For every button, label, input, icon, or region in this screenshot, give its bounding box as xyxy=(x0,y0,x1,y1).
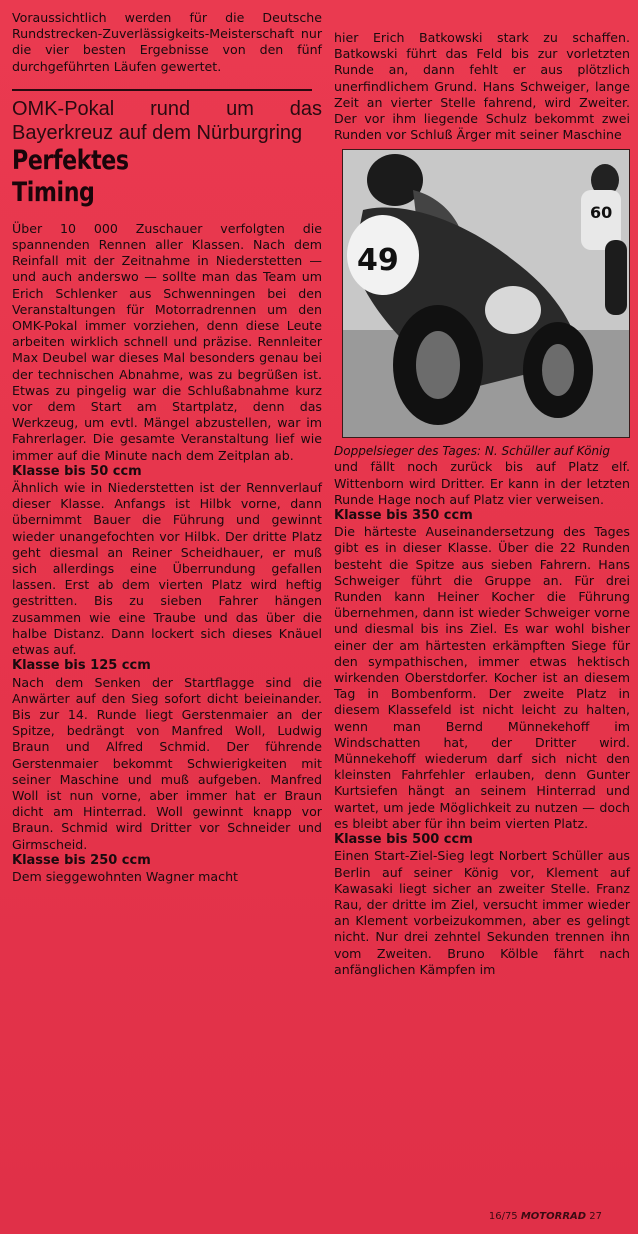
page-number: 27 xyxy=(589,1211,602,1222)
front-bike-number: 49 xyxy=(357,243,399,279)
left-column xyxy=(12,10,322,885)
right-column xyxy=(334,30,630,978)
paragraph-250ccm-start: Dem sieggewohnten Wagner macht xyxy=(12,868,238,884)
issue-number: 16/75 xyxy=(488,1211,518,1222)
article-kicker: OMK-Pokal rund um das Bayerkreuz auf dem Nürburgring xyxy=(12,97,322,144)
page-footer xyxy=(489,1211,602,1222)
lead-paragraph: Über 10 000 Zuschauer verfolgten die spannenden Rennen aller Klassen. Nach dem Reinfall mit der Zeitnahme in Niederstetten — und auch anderswo — sollte man das Team um Erich Schlenker aus Schwenningen bei den Veranstaltungen für Motorradrennen um den OMK-Pokal immer vorziehen, denn diese Leute arbeiten wirklich schnell und präzise. Rennleiter Max Deubel war dieses Mal besonders genau bei der technischen Abnahme, was zu begrüßen ist. Etwas zu pingelig war die Schlußabnahme kurz vor dem Start am Startplatz, denn das Werkzeug, um evtl. Mängel abzustellen, war im Fahrerlager. Die gesamte Veranstaltung lief wie immer auf die Minute nach dem Zeitplan ab. xyxy=(12,220,322,463)
subhead-50ccm: Klasse bis 50 ccm xyxy=(12,463,142,479)
photo-caption: Doppelsieger des Tages: N. Schüller auf König xyxy=(334,444,611,459)
paragraph-350ccm: Die härteste Auseinandersetzung des Tages gibt es in dieser Klasse. Über die 22 Runden besteht die Spitze aus sieben Fahrern. Hans Schweiger führt die Gruppe an. Für drei Runden kann Heiner Kocher die Führung übernehmen, dann ist wieder Schweiger vorne und diesmal bis ins Ziel. Es war wohl bisher einer der am härtesten erkämpften Siege für den sympathischen, immer etwas hektisch wirkenden Oberstdorfer. Kocher ist an diesem Tag in Bombenform. Der zweite Platz in diesem Klassefeld ist nicht leicht zu halten, wenn man Bernd Münnekehoff im Windschatten hat, der Dritter wird. Münnekehoff wiederum darf sich nicht den kleinsten Fahrfehler erlauben, denn Gunter Kurtsiefen hängt an seinem Hinterrad und wartet, um jede Möglichkeit zu nutzen — doch es bleibt aber für ihn beim vierten Platz. xyxy=(334,524,630,831)
section-divider xyxy=(12,89,312,91)
magazine-name: MOTORRAD xyxy=(520,1211,587,1222)
rear-bike-number: 60 xyxy=(590,203,613,223)
headline-line-1: Perfektes xyxy=(12,144,129,176)
paragraph-250ccm-cont: hier Erich Batkowski stark zu schaffen. Batkowski führt das Feld bis zur vorletzten Runde an, dann fehlt er aus plötzlich unerfindlichem Grund. Hans Schweiger, lange Zeit an vierter Stelle fahrend, wird Zweiter. Der vor ihm liegende Schulz bekommt zwei Runden vor Schluß Ärger mit seiner Maschine xyxy=(334,30,630,143)
headline-line-2: Timing xyxy=(12,176,95,208)
paragraph-125ccm: Nach dem Senken der Startflagge sind die Anwärter auf den Sieg sofort dicht beieinander. Bis zur 14. Runde liegt Gerstenmaier an der Spitze, bedrängt von Manfred Woll, Ludwig Braun und Alfred Schmid. Der führende Gerstenmaier bekommt Schwierigkeiten mit seiner Maschine und muß aufgeben. Manfred Woll ist nun vorne, aber immer hat er Braun dicht am Hinterrad. Woll gewinnt knapp vor Braun. Schmid wird Dritter vor Schneider und Girmscheid. xyxy=(12,674,322,852)
subhead-350ccm: Klasse bis 350 ccm xyxy=(334,508,473,524)
subhead-125ccm: Klasse bis 125 ccm xyxy=(12,658,151,674)
paragraph-500ccm: Einen Start-Ziel-Sieg legt Norbert Schüller aus Berlin auf seiner König vor, Klement auf Kawasaki liegt sicher an zweiter Stelle. Franz Rau, der dritte im Ziel, versucht immer wieder an Klement vorbeizukommen, aber es gelingt nicht. Nur drei zehntel Sekunden trennen ihn vom Zweiten. Bruno Kölble fährt nach anfänglichen Kämpfen im xyxy=(334,848,630,977)
subhead-500ccm: Klasse bis 500 ccm xyxy=(334,832,473,848)
paragraph-250ccm-end: und fällt noch zurück bis auf Platz elf. Wittenborn wird Dritter. Er kann in der letzten Runde Hage noch auf Platz vier verweisen. xyxy=(334,459,630,507)
race-photo xyxy=(342,149,630,438)
intro-paragraph: Voraussichtlich werden für die Deutsche Rundstrecken-Zuverlässigkeits-Meisterschaft nur die vier besten Ergebnisse von den fünf durchgeführten Läufen gewertet. xyxy=(12,10,322,74)
motorcycle-racer-image xyxy=(343,150,629,437)
paragraph-50ccm: Ähnlich wie in Niederstetten ist der Rennverlauf dieser Klasse. Anfangs ist Hilbk vorne, dann übernimmt Bauer die Führung und gewinnt wieder unangefochten vor Hilbk. Der dritte Platz geht diesmal an Reiner Scheidhauer, er muß sich allerdings eine Überrundung gefallen lassen. Erst ab dem vierten Platz wird heftig gestritten. Bis zu sieben Fahrer hängen zusammen wie eine Traube und das über die halbe Distanz. Dann lockert sich dieses Knäuel etwas auf. xyxy=(12,480,322,658)
subhead-250ccm: Klasse bis 250 ccm xyxy=(12,852,151,868)
article-headline xyxy=(12,145,266,209)
